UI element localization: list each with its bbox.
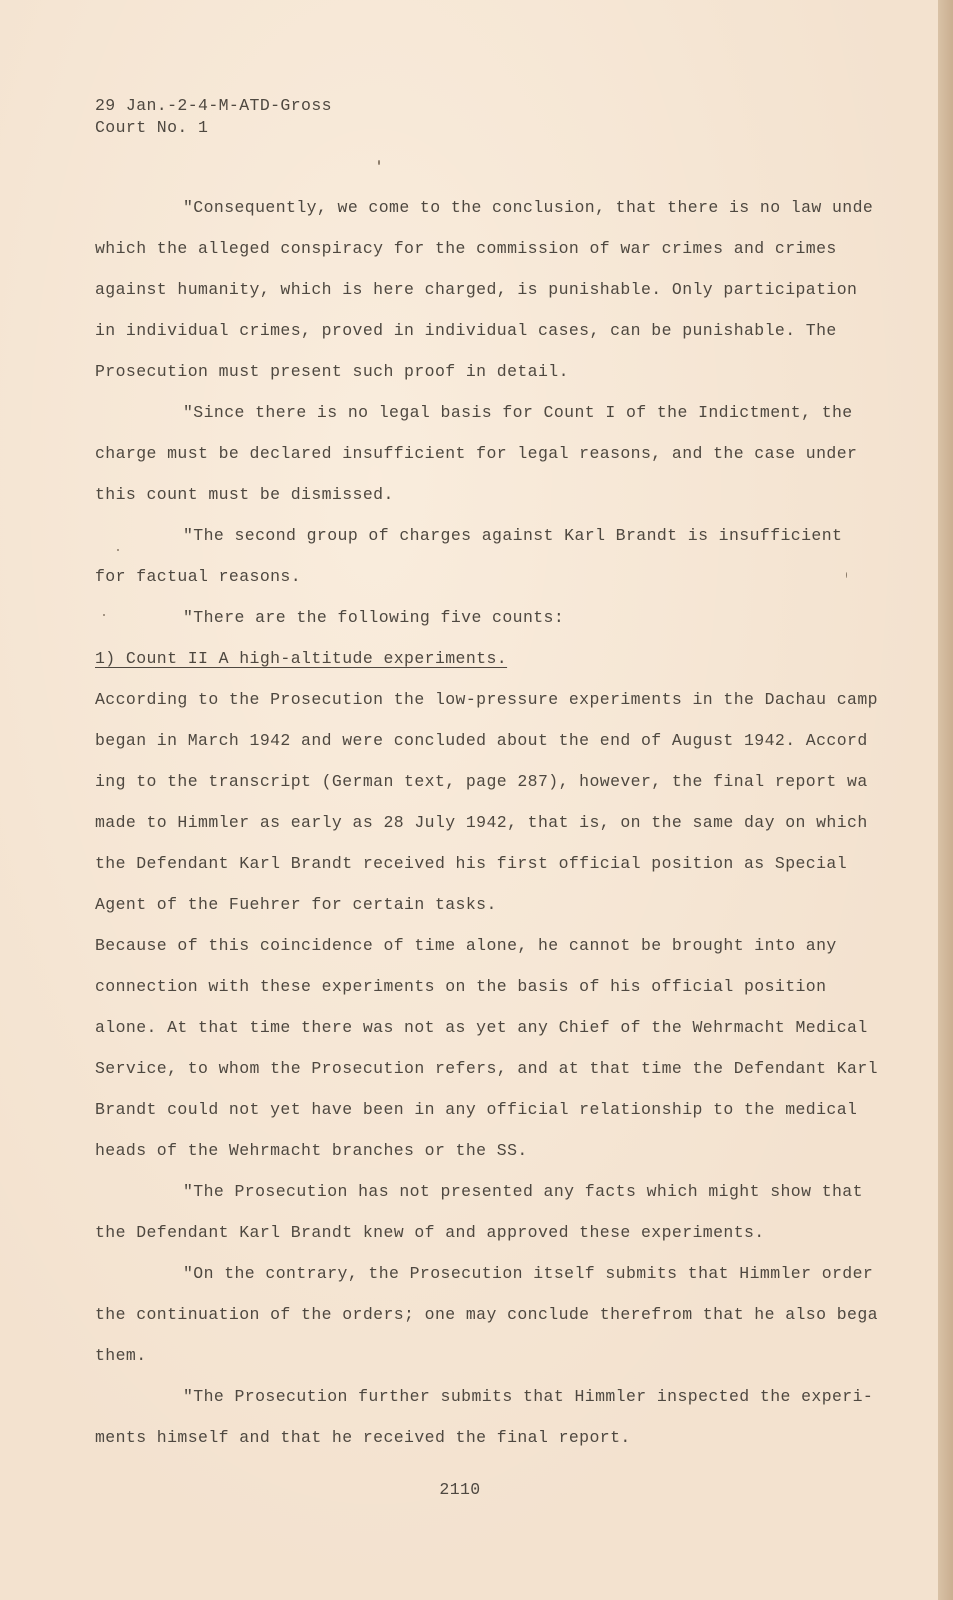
text-line: Brandt could not yet have been in any official relationship to the medical (95, 1100, 858, 1119)
count-heading: 1) Count II A high-altitude experiments. (95, 649, 508, 668)
text-line: "Since there is no legal basis for Count I of the Indictment, the (183, 403, 853, 422)
text-line: in individual crimes, proved in individual cases, can be punishable. The (95, 321, 837, 340)
text-line: connection with these experiments on the basis of his official position (95, 977, 827, 996)
text-line: them. (95, 1346, 147, 1365)
text-line: Agent of the Fuehrer for certain tasks. (95, 895, 497, 914)
text-line: "The Prosecution further submits that Himmler inspected the experi- (183, 1387, 874, 1406)
text-line: charge must be declared insufficient for legal reasons, and the case under (95, 444, 858, 463)
text-line: "There are the following five counts: (183, 608, 565, 627)
text-line: Service, to whom the Prosecution refers, and at that time the Defendant Karl (95, 1059, 878, 1078)
text-line: "The second group of charges against Karl Brandt is insufficient (183, 526, 843, 545)
text-line: "Consequently, we come to the conclusion, that there is no law unde (183, 198, 874, 217)
paper-speck (378, 160, 380, 165)
paper-speck (103, 614, 105, 616)
text-line: began in March 1942 and were concluded about the end of August 1942. Accord (95, 731, 868, 750)
text-line: alone. At that time there was not as yet any Chief of the Wehrmacht Medical (95, 1018, 868, 1037)
header-docket-line: 29 Jan.-2-4-M-ATD-Gross (95, 96, 332, 115)
text-line: "On the contrary, the Prosecution itself submits that Himmler order (183, 1264, 874, 1283)
text-line: this count must be dismissed. (95, 485, 394, 504)
text-line: for factual reasons. (95, 567, 302, 586)
text-line: ing to the transcript (German text, page 287), however, the final report wa (95, 772, 868, 791)
text-line: "The Prosecution has not presented any facts which might show that (183, 1182, 863, 1201)
text-line: which the alleged conspiracy for the commission of war crimes and crimes (95, 239, 837, 258)
text-line: the Defendant Karl Brandt received his first official position as Special (95, 854, 848, 873)
text-line: According to the Prosecution the low-pressure experiments in the Dachau camp (95, 690, 878, 709)
page-number: 2110 (439, 1480, 481, 1499)
paper-speck (117, 549, 119, 551)
text-line: ments himself and that he received the final report. (95, 1428, 631, 1447)
text-line: heads of the Wehrmacht branches or the SS. (95, 1141, 528, 1160)
header-court-line: Court No. 1 (95, 118, 209, 137)
text-line: the Defendant Karl Brandt knew of and approved these experiments. (95, 1223, 765, 1242)
paper-speck (846, 572, 847, 578)
text-line: made to Himmler as early as 28 July 1942, that is, on the same day on which (95, 813, 868, 832)
page-edge (938, 0, 953, 1600)
text-line: against humanity, which is here charged, is punishable. Only participation (95, 280, 858, 299)
text-line: Prosecution must present such proof in detail. (95, 362, 569, 381)
text-line: Because of this coincidence of time alone, he cannot be brought into any (95, 936, 837, 955)
text-line: the continuation of the orders; one may conclude therefrom that he also bega (95, 1305, 878, 1324)
